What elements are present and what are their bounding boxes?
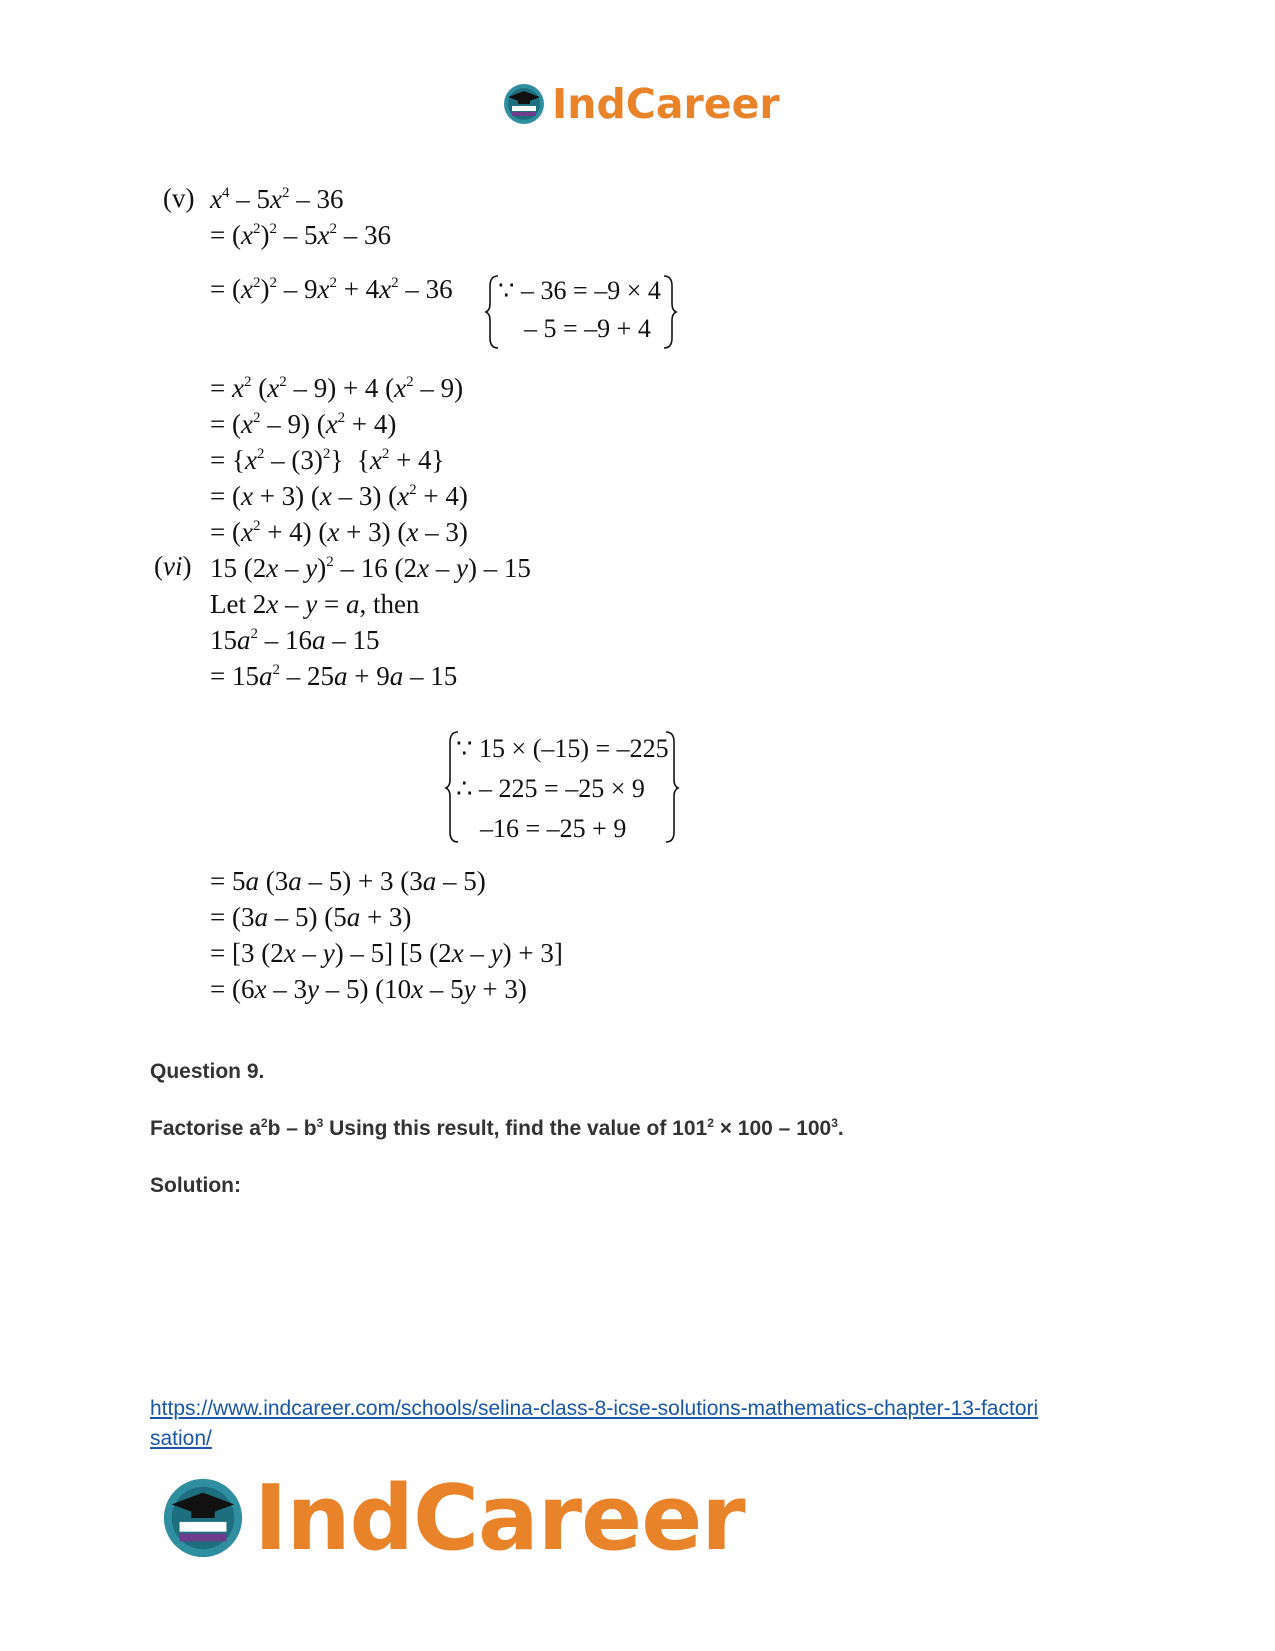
part-v-line-6: = $\{x^2 - (3)^2\} \{x^2 + 4\}$ xyxy=(210,445,445,475)
source-url-link-continued[interactable]: sation/ xyxy=(150,1427,212,1450)
part-v-line-5: = $(x^2 - 9) (x^2 + 4)$ xyxy=(210,409,397,439)
part-v-line-7: = (x + 3) (x – 3) $(x^2 + 4)$ xyxy=(210,481,468,511)
part-vi-line-4: = $15a^2 - 25a + 9a - 15$ xyxy=(210,661,458,691)
part-v-line-3: = $(x^2)^2 - 9x^2 + 4x^2 - 36$ xyxy=(210,274,453,304)
header-logo xyxy=(502,80,780,128)
brand-name: IndCareer xyxy=(254,1465,745,1571)
part-v-line-2: = $(x^2)^2 - 5x^2 - 36$ xyxy=(210,220,391,250)
source-url-link[interactable]: https://www.indcareer.com/schools/selina-class-8-icse-solutions-mathematics-chapter-13-factori xyxy=(150,1397,1039,1420)
footer-logo xyxy=(160,1465,745,1571)
part-vi-note xyxy=(446,728,678,846)
part-vi-label: (vi) xyxy=(154,551,192,581)
note-line: ∵ 15 × (–15) = –225 xyxy=(456,734,669,763)
question-title: Question 9. xyxy=(150,1060,265,1083)
part-v-note xyxy=(486,272,676,352)
note-line: ∴ – 225 = –25 × 9 xyxy=(456,774,645,803)
brand-name: IndCareer xyxy=(552,80,780,128)
part-vi-line-2: Let 2x – y = a, then xyxy=(210,589,420,619)
part-v-label: (v) xyxy=(163,183,195,213)
part-vi-line-7: = [3 (2x – y) – 5] [5 (2x – y) + 3] xyxy=(210,938,563,968)
part-vi-line-5: = 5a (3a – 5) + 3 (3a – 5) xyxy=(210,866,486,896)
note-line: –16 = –25 + 9 xyxy=(480,814,627,843)
solution-label: Solution: xyxy=(150,1174,241,1197)
part-vi-line-1: 15 (2x – y)$^2$ – 16 (2x – y) – 15 xyxy=(210,553,531,583)
part-v-line-1: $x^4 - 5x^2 - 36$ xyxy=(210,184,344,214)
part-v-line-8: = $(x^2 + 4) (x + 3)$ (x – 3) xyxy=(210,517,468,547)
part-vi-line-6: = (3a – 5) (5a + 3) xyxy=(210,902,412,932)
part-v-line-4: = $x^2$ $(x^2 - 9) + 4$ $(x^2 - 9)$ xyxy=(210,373,464,403)
note-line: – 5 = –9 + 4 xyxy=(524,314,651,343)
graduation-cap-icon xyxy=(502,82,546,126)
question-text: Factorise $a^2b - b^3$ Using this result, find the value of $101^2 \times 100 - 100^3$. xyxy=(150,1116,844,1140)
note-line: ∵ – 36 = –9 × 4 xyxy=(498,276,661,305)
part-vi-line-3: $15a^2 - 16a - 15$ xyxy=(210,625,380,655)
part-vi-line-8: = (6x – 3y – 5) (10x – 5y + 3) xyxy=(210,974,527,1004)
graduation-cap-icon xyxy=(160,1475,246,1561)
